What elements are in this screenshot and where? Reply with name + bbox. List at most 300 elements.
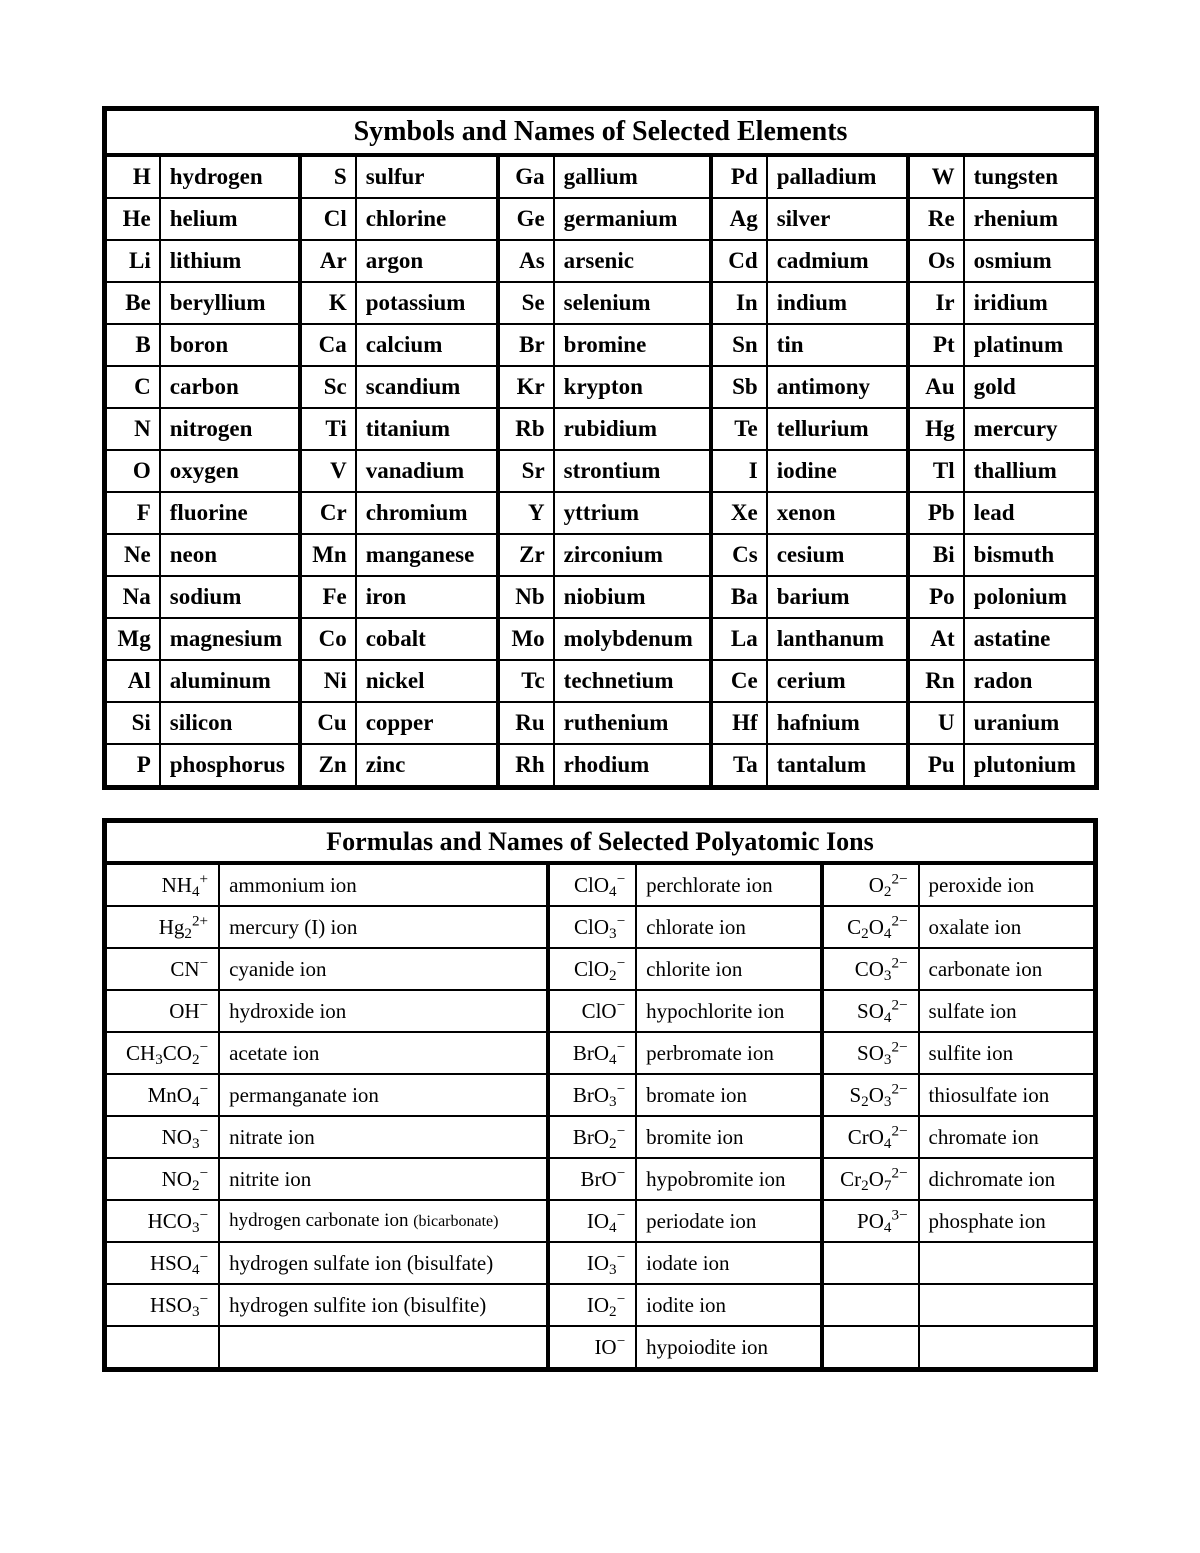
- ion-formula: [548, 1326, 636, 1370]
- element-name: mercury: [964, 408, 1097, 450]
- elements-table-title: Symbols and Names of Selected Elements: [105, 109, 1097, 156]
- element-symbol: Ni: [300, 660, 355, 702]
- ion-name-text: nitrate ion: [229, 1124, 315, 1149]
- element-symbol: Cl: [300, 198, 355, 240]
- element-name: rhenium: [964, 198, 1097, 240]
- ion-formula: [548, 1242, 636, 1284]
- element-name: silver: [767, 198, 909, 240]
- element-name: scandium: [356, 366, 499, 408]
- formula-part: O: [868, 1166, 884, 1191]
- formula-charge: −: [199, 1123, 209, 1140]
- element-name: vanadium: [356, 450, 499, 492]
- element-symbol: Ne: [105, 534, 160, 576]
- element-row: [105, 240, 1097, 282]
- element-row: [105, 618, 1097, 660]
- ion-name: [219, 1158, 548, 1200]
- element-name: tin: [767, 324, 909, 366]
- ion-formula: [105, 1242, 220, 1284]
- element-symbol: Tl: [908, 450, 963, 492]
- element-symbol: F: [105, 492, 160, 534]
- element-symbol: Hg: [908, 408, 963, 450]
- ion-name-text: permanganate ion: [229, 1082, 379, 1107]
- ion-formula: [105, 1116, 220, 1158]
- element-symbol: Ti: [300, 408, 355, 450]
- element-row: [105, 155, 1097, 198]
- element-name: hydrogen: [160, 155, 301, 198]
- ion-name-text: hypochlorite ion: [646, 998, 785, 1023]
- ion-name: [919, 1158, 1096, 1200]
- ion-name-text: oxalate ion: [928, 914, 1022, 939]
- element-symbol: Re: [908, 198, 963, 240]
- formula-subscript: 3: [155, 1051, 163, 1068]
- element-name: thallium: [964, 450, 1097, 492]
- formula-charge: −: [616, 871, 626, 888]
- element-name: nickel: [356, 660, 499, 702]
- formula-subscript: 4: [191, 883, 200, 900]
- ion-formula: [822, 906, 918, 948]
- ion-name-text: hydroxide ion: [229, 998, 347, 1023]
- ion-row: [105, 1284, 1096, 1326]
- ion-formula: [105, 1032, 220, 1074]
- ion-row: [105, 1032, 1096, 1074]
- element-symbol: W: [908, 155, 963, 198]
- ion-formula: [822, 1242, 918, 1284]
- formula-charge: +: [199, 871, 209, 888]
- ion-row: [105, 948, 1096, 990]
- formula-part: MnO: [147, 1082, 192, 1107]
- element-symbol: Fe: [300, 576, 355, 618]
- ion-formula: [548, 906, 636, 948]
- formula-part: SO: [857, 998, 884, 1023]
- element-symbol: Ge: [498, 198, 553, 240]
- formula-subscript: 4: [883, 1219, 892, 1236]
- element-symbol: Y: [498, 492, 553, 534]
- formula-subscript: 3: [883, 1051, 892, 1068]
- element-symbol: Pt: [908, 324, 963, 366]
- ion-name-text: hydrogen carbonate ion: [229, 1210, 409, 1231]
- element-name: zinc: [356, 744, 499, 788]
- element-row: [105, 450, 1097, 492]
- element-row: [105, 702, 1097, 744]
- element-name: beryllium: [160, 282, 301, 324]
- element-name: rubidium: [554, 408, 712, 450]
- ion-formula: [822, 948, 918, 990]
- element-name: fluorine: [160, 492, 301, 534]
- element-symbol: Bi: [908, 534, 963, 576]
- element-symbol: Ba: [711, 576, 766, 618]
- element-name: xenon: [767, 492, 909, 534]
- element-symbol: Pb: [908, 492, 963, 534]
- element-name: krypton: [554, 366, 712, 408]
- element-symbol: Se: [498, 282, 553, 324]
- formula-part: CrO: [847, 1124, 884, 1149]
- ion-name-text: carbonate ion: [928, 956, 1043, 981]
- ion-name: [919, 990, 1096, 1032]
- ion-formula: [105, 1200, 220, 1242]
- element-symbol: Si: [105, 702, 160, 744]
- formula-subscript: 4: [609, 883, 617, 900]
- element-symbol: He: [105, 198, 160, 240]
- ion-name-text: thiosulfate ion: [928, 1082, 1050, 1107]
- element-symbol: Ce: [711, 660, 766, 702]
- formula-subscript: 3: [191, 1135, 200, 1152]
- ion-name-text: iodite ion: [646, 1292, 727, 1317]
- formula-part: O: [868, 914, 884, 939]
- element-name: platinum: [964, 324, 1097, 366]
- formula-subscript: 4: [191, 1093, 200, 1110]
- element-name: bromine: [554, 324, 712, 366]
- element-symbol: Sr: [498, 450, 553, 492]
- ion-name-text: hypobromite ion: [646, 1166, 786, 1191]
- ion-name-text: sulfate ion: [928, 998, 1017, 1023]
- formula-subscript: 4: [883, 1009, 892, 1026]
- element-name: cesium: [767, 534, 909, 576]
- ion-name: [636, 1158, 822, 1200]
- element-symbol: La: [711, 618, 766, 660]
- formula-subscript: 2: [861, 925, 869, 942]
- element-name: chromium: [356, 492, 499, 534]
- element-name: yttrium: [554, 492, 712, 534]
- element-symbol: Rn: [908, 660, 963, 702]
- ion-formula: [822, 1326, 918, 1370]
- ion-name: [219, 1326, 548, 1370]
- element-name: arsenic: [554, 240, 712, 282]
- ion-name-text: acetate ion: [229, 1040, 320, 1065]
- ion-name: [219, 863, 548, 906]
- ion-name: [219, 906, 548, 948]
- element-name: cobalt: [356, 618, 499, 660]
- element-name: lead: [964, 492, 1097, 534]
- element-symbol: Rh: [498, 744, 553, 788]
- element-symbol: Be: [105, 282, 160, 324]
- element-name: lithium: [160, 240, 301, 282]
- element-name: tantalum: [767, 744, 909, 788]
- ion-name: [636, 1200, 822, 1242]
- ion-name: [919, 1116, 1096, 1158]
- element-row: [105, 534, 1097, 576]
- formula-subscript: 2: [861, 1093, 869, 1110]
- element-name: helium: [160, 198, 301, 240]
- element-name: tungsten: [964, 155, 1097, 198]
- ion-name: [219, 1074, 548, 1116]
- ion-formula: [105, 906, 220, 948]
- element-name: barium: [767, 576, 909, 618]
- ion-name: [919, 1074, 1096, 1116]
- element-name: uranium: [964, 702, 1097, 744]
- ion-name-text: dichromate ion: [928, 1166, 1056, 1191]
- element-name: magnesium: [160, 618, 301, 660]
- element-symbol: Mg: [105, 618, 160, 660]
- formula-part: C: [847, 914, 862, 939]
- ion-formula: [822, 1200, 918, 1242]
- formula-part: ClO: [574, 872, 610, 897]
- element-symbol: Rb: [498, 408, 553, 450]
- element-symbol: K: [300, 282, 355, 324]
- ion-formula: [822, 1284, 918, 1326]
- formula-charge: 2−: [891, 955, 908, 972]
- formula-part: CN: [170, 956, 200, 981]
- ion-name-text: chlorate ion: [646, 914, 746, 939]
- element-name: plutonium: [964, 744, 1097, 788]
- element-symbol: C: [105, 366, 160, 408]
- ion-formula: [548, 1032, 636, 1074]
- formula-subscript: 2: [609, 967, 617, 984]
- ions-table: [102, 818, 1098, 1372]
- formula-subscript: 3: [609, 1261, 617, 1278]
- element-symbol: N: [105, 408, 160, 450]
- formula-part: NO: [161, 1124, 192, 1149]
- ion-name: [219, 1200, 548, 1242]
- ion-name-text: perbromate ion: [646, 1040, 774, 1065]
- element-name: sulfur: [356, 155, 499, 198]
- element-name: iron: [356, 576, 499, 618]
- ion-name-text: hydrogen sulfate ion (bisulfate): [229, 1250, 494, 1275]
- formula-part: BrO: [572, 1124, 610, 1149]
- ion-name: [919, 1284, 1096, 1326]
- formula-charge: −: [199, 1291, 209, 1308]
- element-symbol: Mo: [498, 618, 553, 660]
- ion-row: [105, 906, 1096, 948]
- formula-subscript: 3: [609, 1093, 617, 1110]
- formula-charge: −: [616, 1207, 626, 1224]
- formula-part: IO: [594, 1334, 617, 1359]
- ion-name: [919, 1242, 1096, 1284]
- formula-part: OH: [169, 998, 200, 1023]
- element-symbol: Sb: [711, 366, 766, 408]
- element-symbol: V: [300, 450, 355, 492]
- element-symbol: S: [300, 155, 355, 198]
- formula-charge: −: [616, 1039, 626, 1056]
- ion-name-text: periodate ion: [646, 1208, 757, 1233]
- ion-name: [636, 1284, 822, 1326]
- element-symbol: At: [908, 618, 963, 660]
- element-symbol: Ga: [498, 155, 553, 198]
- element-name: gallium: [554, 155, 712, 198]
- formula-part: HSO: [149, 1250, 192, 1275]
- element-symbol: Li: [105, 240, 160, 282]
- element-symbol: Ta: [711, 744, 766, 788]
- ion-name: [636, 990, 822, 1032]
- formula-subscript: 4: [609, 1051, 617, 1068]
- formula-part: ClO: [581, 998, 617, 1023]
- element-name: cerium: [767, 660, 909, 702]
- formula-part: SO: [857, 1040, 884, 1065]
- ion-formula: [105, 863, 220, 906]
- formula-charge: 2−: [891, 1039, 908, 1056]
- element-name: nitrogen: [160, 408, 301, 450]
- ion-name: [636, 1242, 822, 1284]
- formula-charge: 2+: [191, 913, 209, 930]
- formula-charge: −: [199, 955, 209, 972]
- element-name: strontium: [554, 450, 712, 492]
- formula-part: Hg: [158, 914, 185, 939]
- element-symbol: Tc: [498, 660, 553, 702]
- formula-subscript: 2: [883, 883, 892, 900]
- element-name: niobium: [554, 576, 712, 618]
- formula-part: IO: [586, 1250, 610, 1275]
- element-name: phosphorus: [160, 744, 301, 788]
- formula-subscript: 2: [609, 1135, 617, 1152]
- element-name: ruthenium: [554, 702, 712, 744]
- formula-part: NH: [161, 872, 192, 897]
- ion-name: [219, 1032, 548, 1074]
- element-row: [105, 198, 1097, 240]
- formula-charge: −: [616, 913, 626, 930]
- ion-name-text: bromate ion: [646, 1082, 748, 1107]
- element-name: oxygen: [160, 450, 301, 492]
- element-name: selenium: [554, 282, 712, 324]
- formula-subscript: 2: [861, 1177, 869, 1194]
- element-symbol: Au: [908, 366, 963, 408]
- formula-charge: 2−: [891, 1081, 908, 1098]
- formula-subscript: 3: [191, 1219, 200, 1236]
- ion-name: [219, 1284, 548, 1326]
- ion-row: [105, 1074, 1096, 1116]
- element-name: zirconium: [554, 534, 712, 576]
- formula-charge: 2−: [891, 1123, 908, 1140]
- formula-charge: 3−: [891, 1207, 908, 1224]
- element-row: [105, 282, 1097, 324]
- element-symbol: Sn: [711, 324, 766, 366]
- element-name: argon: [356, 240, 499, 282]
- ion-row: [105, 863, 1096, 906]
- element-symbol: Al: [105, 660, 160, 702]
- formula-charge: 2−: [891, 913, 908, 930]
- element-name: rhodium: [554, 744, 712, 788]
- formula-charge: −: [199, 1207, 209, 1224]
- element-name: antimony: [767, 366, 909, 408]
- element-name: silicon: [160, 702, 301, 744]
- element-symbol: Cd: [711, 240, 766, 282]
- element-symbol: In: [711, 282, 766, 324]
- formula-charge: −: [199, 1081, 209, 1098]
- ion-name: [919, 1326, 1096, 1370]
- element-name: aluminum: [160, 660, 301, 702]
- ion-name-text: iodate ion: [646, 1250, 730, 1275]
- ion-name-text: hydrogen sulfite ion (bisulfite): [229, 1292, 487, 1317]
- formula-subscript: 3: [191, 1303, 200, 1320]
- formula-charge: −: [616, 997, 626, 1014]
- element-name: carbon: [160, 366, 301, 408]
- formula-part: S: [849, 1082, 862, 1107]
- ion-row: [105, 990, 1096, 1032]
- element-symbol: Mn: [300, 534, 355, 576]
- ion-formula: [105, 990, 220, 1032]
- formula-subscript: 3: [883, 967, 892, 984]
- element-name: indium: [767, 282, 909, 324]
- ion-row: [105, 1158, 1096, 1200]
- ion-name: [219, 948, 548, 990]
- element-name: neon: [160, 534, 301, 576]
- formula-part: IO: [586, 1292, 610, 1317]
- element-symbol: Pd: [711, 155, 766, 198]
- ion-formula: [822, 1074, 918, 1116]
- ion-name: [219, 1242, 548, 1284]
- ion-name: [636, 906, 822, 948]
- element-name: potassium: [356, 282, 499, 324]
- ion-name: [636, 948, 822, 990]
- element-symbol: Br: [498, 324, 553, 366]
- formula-charge: 2−: [891, 997, 908, 1014]
- element-symbol: Cr: [300, 492, 355, 534]
- element-name: calcium: [356, 324, 499, 366]
- element-symbol: Zr: [498, 534, 553, 576]
- formula-part: CO: [162, 1040, 192, 1065]
- ion-formula: [548, 1158, 636, 1200]
- formula-part: CO: [854, 956, 884, 981]
- ion-name-text: chromate ion: [928, 1124, 1039, 1149]
- element-symbol: Co: [300, 618, 355, 660]
- element-symbol: Ar: [300, 240, 355, 282]
- formula-charge: −: [616, 1081, 626, 1098]
- element-row: [105, 324, 1097, 366]
- ion-name-text: chlorite ion: [646, 956, 743, 981]
- element-name: iodine: [767, 450, 909, 492]
- formula-part: ClO: [574, 914, 610, 939]
- ion-formula: [822, 1158, 918, 1200]
- ion-name-text: cyanide ion: [229, 956, 327, 981]
- element-symbol: Os: [908, 240, 963, 282]
- ion-formula: [548, 1200, 636, 1242]
- formula-part: Cr: [840, 1166, 862, 1191]
- ion-formula: [822, 1116, 918, 1158]
- formula-part: O: [868, 872, 884, 897]
- ion-name: [636, 863, 822, 906]
- ion-formula: [548, 1074, 636, 1116]
- formula-subscript: 7: [883, 1177, 892, 1194]
- formula-charge: 2−: [891, 871, 908, 888]
- element-name: molybdenum: [554, 618, 712, 660]
- ion-name-note: (bicarbonate): [413, 1213, 499, 1230]
- ion-formula: [822, 863, 918, 906]
- ion-name: [919, 1200, 1096, 1242]
- element-symbol: Cu: [300, 702, 355, 744]
- ion-name: [219, 1116, 548, 1158]
- ion-name-text: bromite ion: [646, 1124, 744, 1149]
- element-symbol: Kr: [498, 366, 553, 408]
- formula-subscript: 2: [609, 1303, 617, 1320]
- ion-row: [105, 1242, 1096, 1284]
- formula-charge: −: [199, 1165, 209, 1182]
- ion-formula: [105, 1074, 220, 1116]
- ion-name: [919, 1032, 1096, 1074]
- formula-charge: 2−: [891, 1165, 908, 1182]
- ion-name-text: peroxide ion: [928, 872, 1035, 897]
- ions-table-title: Formulas and Names of Selected Polyatomic Ions: [105, 821, 1096, 864]
- formula-part: CH: [126, 1040, 156, 1065]
- ion-name: [919, 863, 1096, 906]
- formula-subscript: 2: [191, 1051, 200, 1068]
- formula-part: ClO: [574, 956, 610, 981]
- element-name: germanium: [554, 198, 712, 240]
- element-name: bismuth: [964, 534, 1097, 576]
- element-symbol: H: [105, 155, 160, 198]
- element-row: [105, 744, 1097, 788]
- element-row: [105, 660, 1097, 702]
- element-name: hafnium: [767, 702, 909, 744]
- formula-subscript: 3: [883, 1093, 892, 1110]
- ion-name: [919, 906, 1096, 948]
- ion-formula: [822, 1032, 918, 1074]
- element-name: boron: [160, 324, 301, 366]
- element-symbol: Zn: [300, 744, 355, 788]
- formula-part: BrO: [572, 1040, 610, 1065]
- formula-charge: −: [616, 1333, 626, 1350]
- ion-name: [219, 990, 548, 1032]
- ion-formula: [105, 1158, 220, 1200]
- element-symbol: Cs: [711, 534, 766, 576]
- ion-name-text: phosphate ion: [928, 1208, 1046, 1233]
